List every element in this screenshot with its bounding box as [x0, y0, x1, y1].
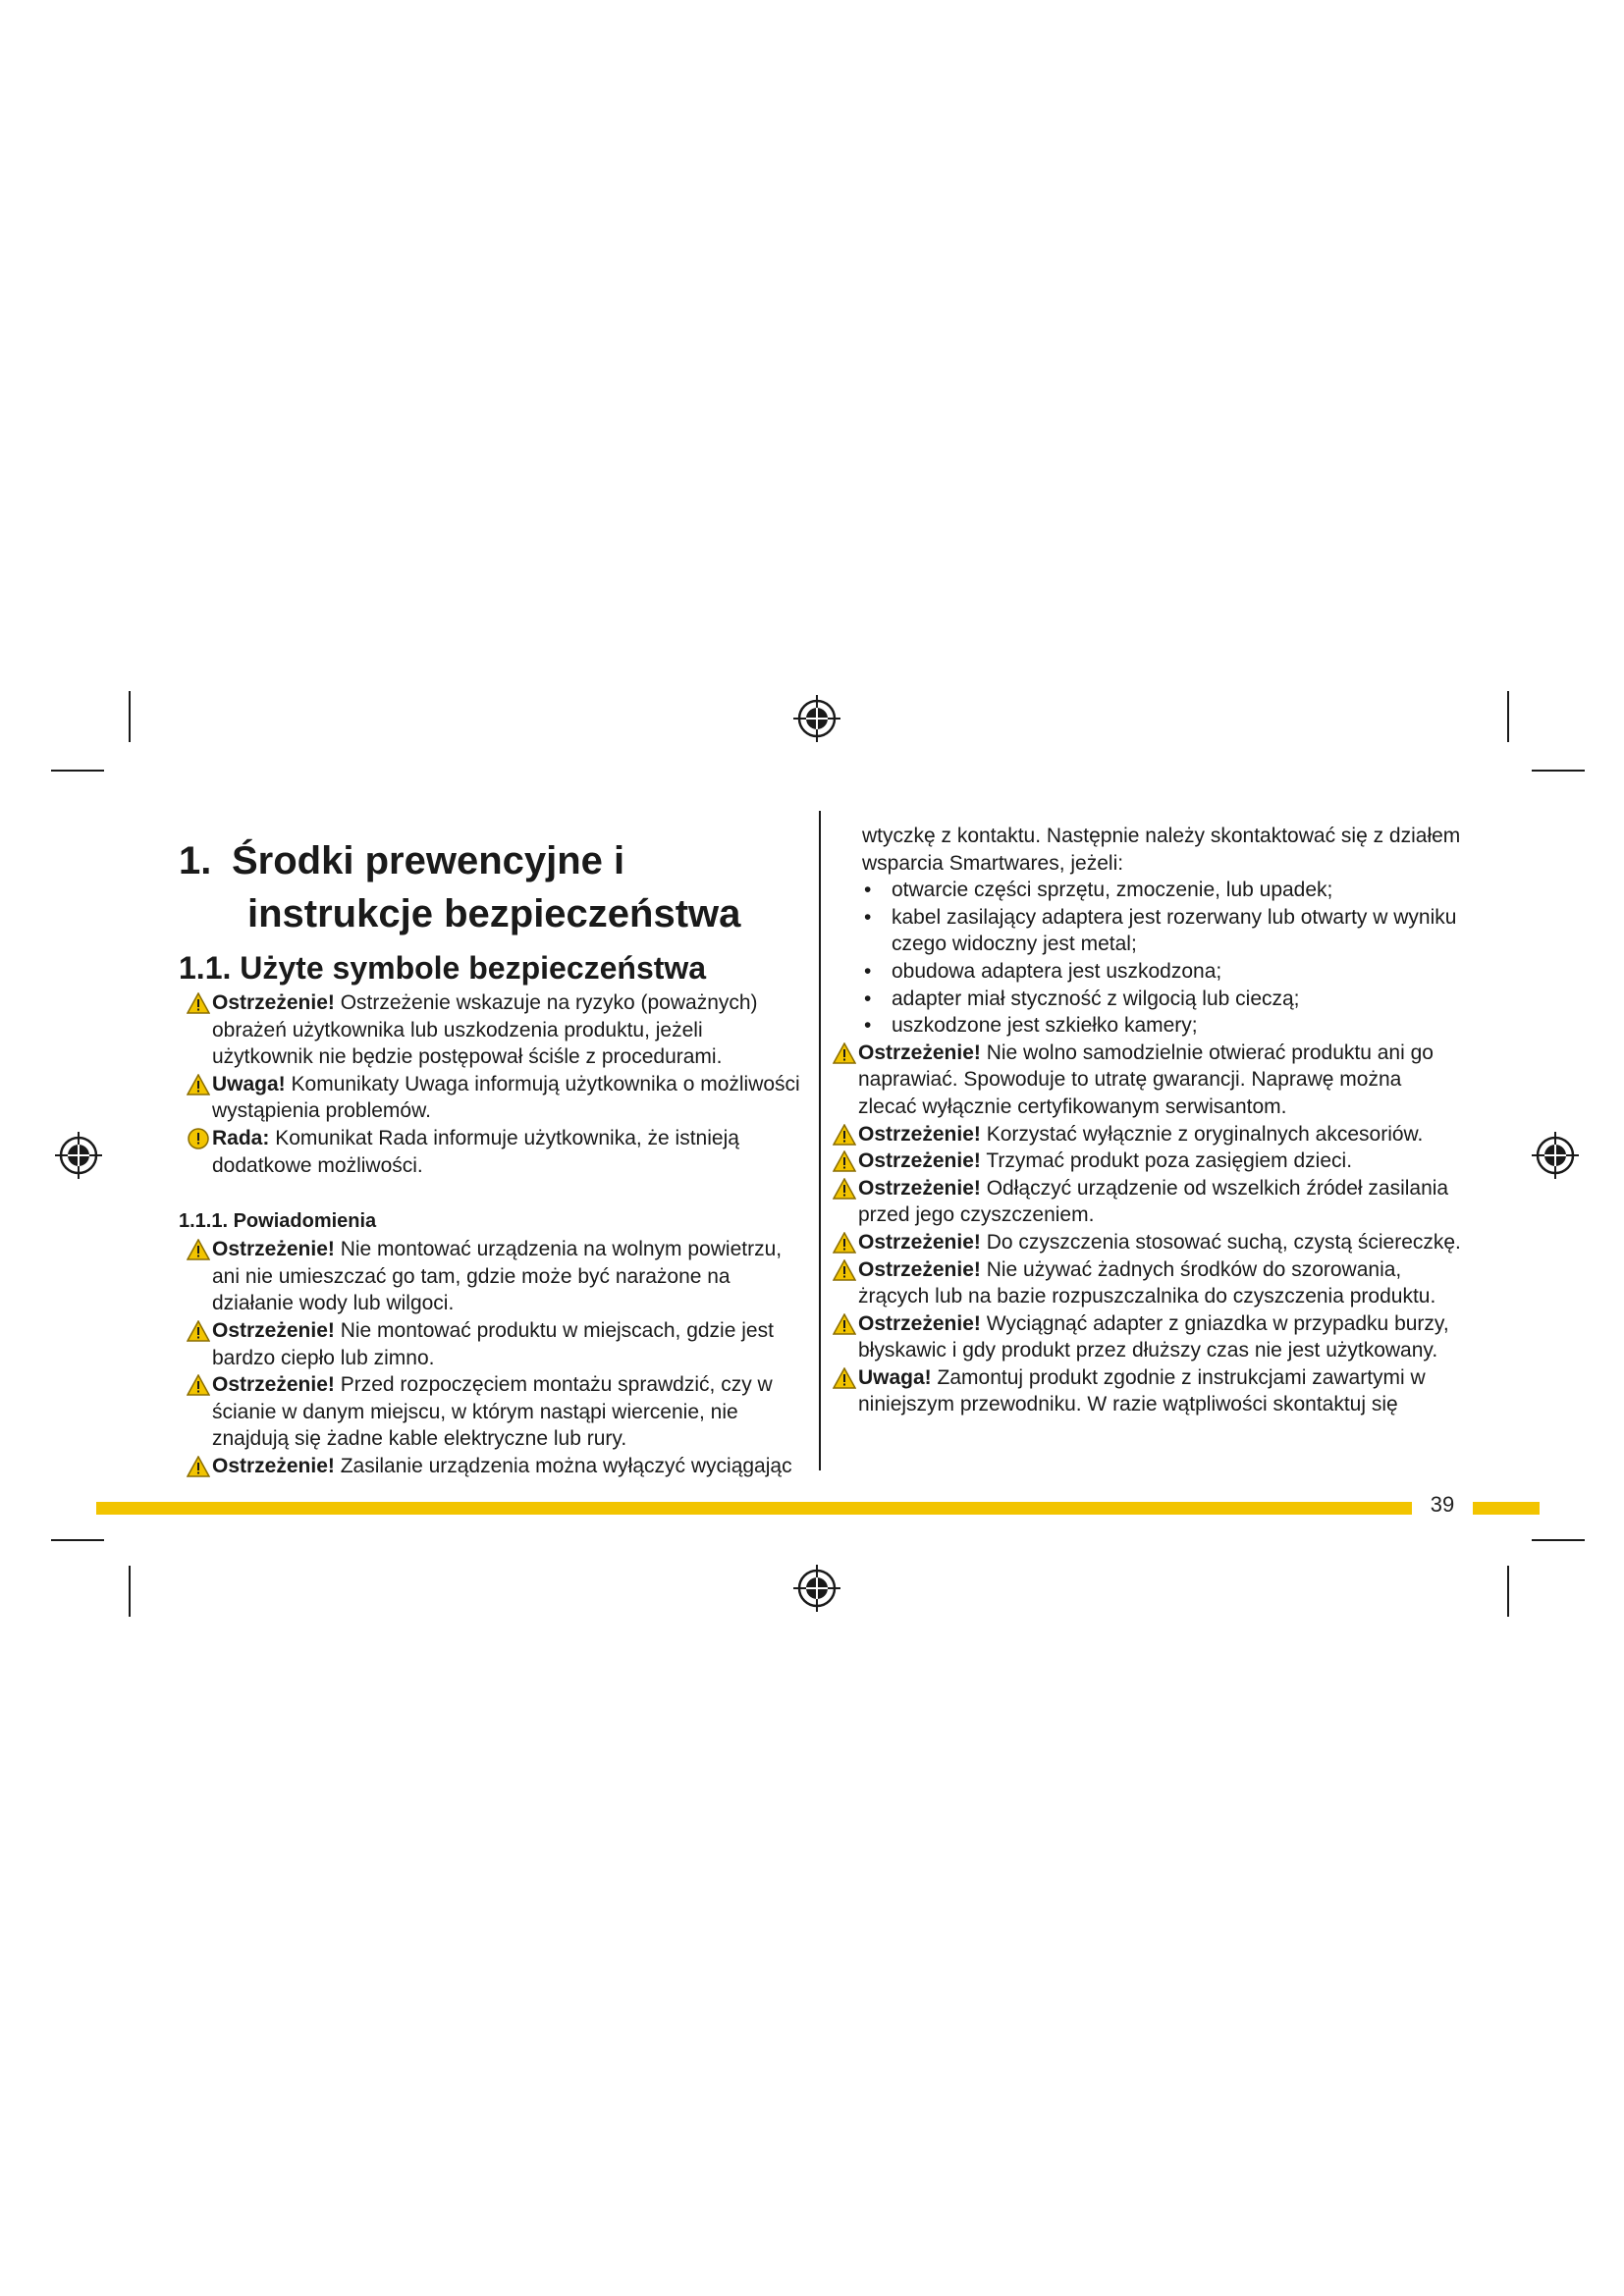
note-text: Wyciągnąć adapter z gniazdka w przypadku burzy, błyskawic i gdy produkt przez dłuższy czas nie jest użytkowany. [858, 1311, 1449, 1362]
crop-mark [129, 691, 131, 742]
list-item: • otwarcie części sprzętu, zmoczenie, lub upadek; [862, 877, 1465, 904]
note-label: Uwaga! [212, 1072, 286, 1095]
warning-triangle-icon [187, 1239, 210, 1260]
note-label: Ostrzeżenie! [858, 1257, 981, 1281]
note-text: Nie montować produktu w miejscach, gdzie jest bardzo ciepło lub zimno. [212, 1318, 774, 1369]
crop-mark [1532, 770, 1585, 772]
note-label: Ostrzeżenie! [858, 1041, 981, 1064]
warning-triangle-icon [833, 1259, 856, 1281]
note-text: Korzystać wyłącznie z oryginalnych akcesoriów. [980, 1122, 1424, 1146]
warning-triangle-icon [833, 1178, 856, 1200]
registration-mark-icon [1530, 1130, 1581, 1181]
footer-accent-band [96, 1502, 1412, 1515]
chapter-number: 1. [179, 839, 212, 882]
bullet-list [837, 877, 1465, 1040]
note-label: Ostrzeżenie! [858, 1230, 981, 1254]
notice-item [833, 1256, 1465, 1310]
list-item: • adapter miał styczność z wilgocią lub cieczą; [862, 986, 1465, 1013]
page-number: 39 [1430, 1492, 1455, 1517]
warning-triangle-icon [187, 1320, 210, 1342]
notice-item [833, 1229, 1465, 1256]
warning-triangle-icon [833, 1042, 856, 1064]
notice-item [833, 1364, 1465, 1418]
registration-mark-icon [791, 1563, 842, 1614]
section-heading: 1.1. Użyte symbole bezpieczeństwa [179, 950, 707, 986]
symbol-caution [179, 1071, 807, 1125]
subsection-heading: 1.1.1. Powiadomienia [179, 1210, 377, 1233]
note-text: Ostrzeżenie wskazuje na ryzyko (poważnych) obrażeń użytkownika lub uszkodzenia produktu, jeżeli użytkownik nie będzie postępował ściśle z procedurami. [212, 991, 758, 1069]
note-label: Ostrzeżenie! [858, 1149, 981, 1173]
crop-mark [1532, 1539, 1585, 1541]
note-label: Ostrzeżenie! [212, 1238, 335, 1261]
note-label: Ostrzeżenie! [212, 1318, 335, 1342]
continued-paragraph: wtyczkę z kontaktu. Następnie należy skontaktować się z działem wsparcia Smartwares, jeżeli: [862, 825, 1461, 875]
note-text: Zamontuj produkt zgodnie z instrukcjami zawartymi w niniejszym przewodniku. W razie wątpliwości skontaktuj się [858, 1365, 1426, 1416]
chapter-title-line1: Środki prewencyjne i [232, 839, 625, 882]
warning-triangle-icon [833, 1232, 856, 1254]
list-item: • obudowa adaptera jest uszkodzona; [862, 958, 1465, 986]
footer-accent-band-end [1473, 1502, 1540, 1515]
info-exclamation-icon [187, 1128, 210, 1149]
chapter-title-line2: instrukcje bezpieczeństwa [247, 892, 741, 935]
list-item: • kabel zasilający adaptera jest rozerwany lub otwarty w wyniku czego widoczny jest metal; [862, 904, 1465, 958]
note-text: Odłączyć urządzenie od wszelkich źródeł zasilania przed jego czyszczeniem. [858, 1176, 1449, 1227]
note-text: Przed rozpoczęciem montażu sprawdzić, czy w ścianie w danym miejscu, w którym nastąpi wiercenie, nie znajdują się żadne kable elektryczne lub rury. [212, 1373, 773, 1451]
warning-triangle-icon [833, 1313, 856, 1335]
warning-triangle-icon [187, 992, 210, 1014]
note-text: Komunikaty Uwaga informują użytkownika o możliwości wystąpienia problemów. [212, 1072, 800, 1123]
note-label: Rada: [212, 1126, 270, 1149]
note-label: Ostrzeżenie! [212, 991, 335, 1014]
notice-item [179, 1453, 807, 1480]
note-text: Nie wolno samodzielnie otwierać produktu ani go naprawiać. Spowoduje to utratę gwarancji. Naprawę można zlecać wyłącznie certyfikowanym serwisantom. [858, 1041, 1434, 1118]
right-column [837, 823, 1465, 1418]
crop-mark [129, 1566, 131, 1617]
warning-triangle-icon [833, 1150, 856, 1172]
notice-item [179, 1236, 807, 1317]
note-label: Uwaga! [858, 1365, 932, 1389]
warning-triangle-icon [187, 1374, 210, 1396]
notice-item [833, 1310, 1465, 1364]
notice-item [179, 1371, 807, 1453]
crop-mark [51, 770, 104, 772]
left-column [179, 823, 807, 1480]
chapter-title [179, 834, 807, 940]
note-label: Ostrzeżenie! [858, 1311, 981, 1335]
warning-triangle-icon [833, 1367, 856, 1389]
note-text: Nie montować urządzenia na wolnym powietrzu, ani nie umieszczać go tam, gdzie może być narażone na działanie wody lub wilgoci. [212, 1238, 783, 1315]
note-label: Ostrzeżenie! [858, 1176, 981, 1200]
symbol-tip [179, 1125, 807, 1179]
warning-triangle-icon [187, 1456, 210, 1477]
note-text: Trzymać produkt poza zasięgiem dzieci. [980, 1149, 1353, 1173]
note-label: Ostrzeżenie! [858, 1122, 981, 1146]
warning-triangle-icon [187, 1074, 210, 1095]
notice-item [179, 1317, 807, 1371]
notice-item [833, 1148, 1465, 1175]
notice-item [833, 1175, 1465, 1229]
notice-item [833, 1121, 1465, 1148]
note-text: Komunikat Rada informuje użytkownika, że istnieją dodatkowe możliwości. [212, 1126, 739, 1177]
warning-triangle-icon [833, 1124, 856, 1146]
symbol-warning [179, 989, 807, 1071]
note-label: Ostrzeżenie! [212, 1373, 335, 1397]
crop-mark [1507, 691, 1509, 742]
registration-mark-icon [791, 693, 842, 744]
note-label: Ostrzeżenie! [212, 1454, 335, 1477]
note-text: Nie używać żadnych środków do szorowania, żrących lub na bazie rozpuszczalnika do czyszczenia produktu. [858, 1257, 1436, 1308]
column-divider [819, 811, 821, 1470]
notice-item [833, 1040, 1465, 1121]
note-text: Do czyszczenia stosować suchą, czystą ściereczkę. [980, 1230, 1461, 1254]
note-text: Zasilanie urządzenia można wyłączyć wyciągając [334, 1454, 792, 1477]
list-item: • uszkodzone jest szkiełko kamery; [862, 1012, 1465, 1040]
crop-mark [1507, 1566, 1509, 1617]
registration-mark-icon [53, 1130, 104, 1181]
crop-mark [51, 1539, 104, 1541]
